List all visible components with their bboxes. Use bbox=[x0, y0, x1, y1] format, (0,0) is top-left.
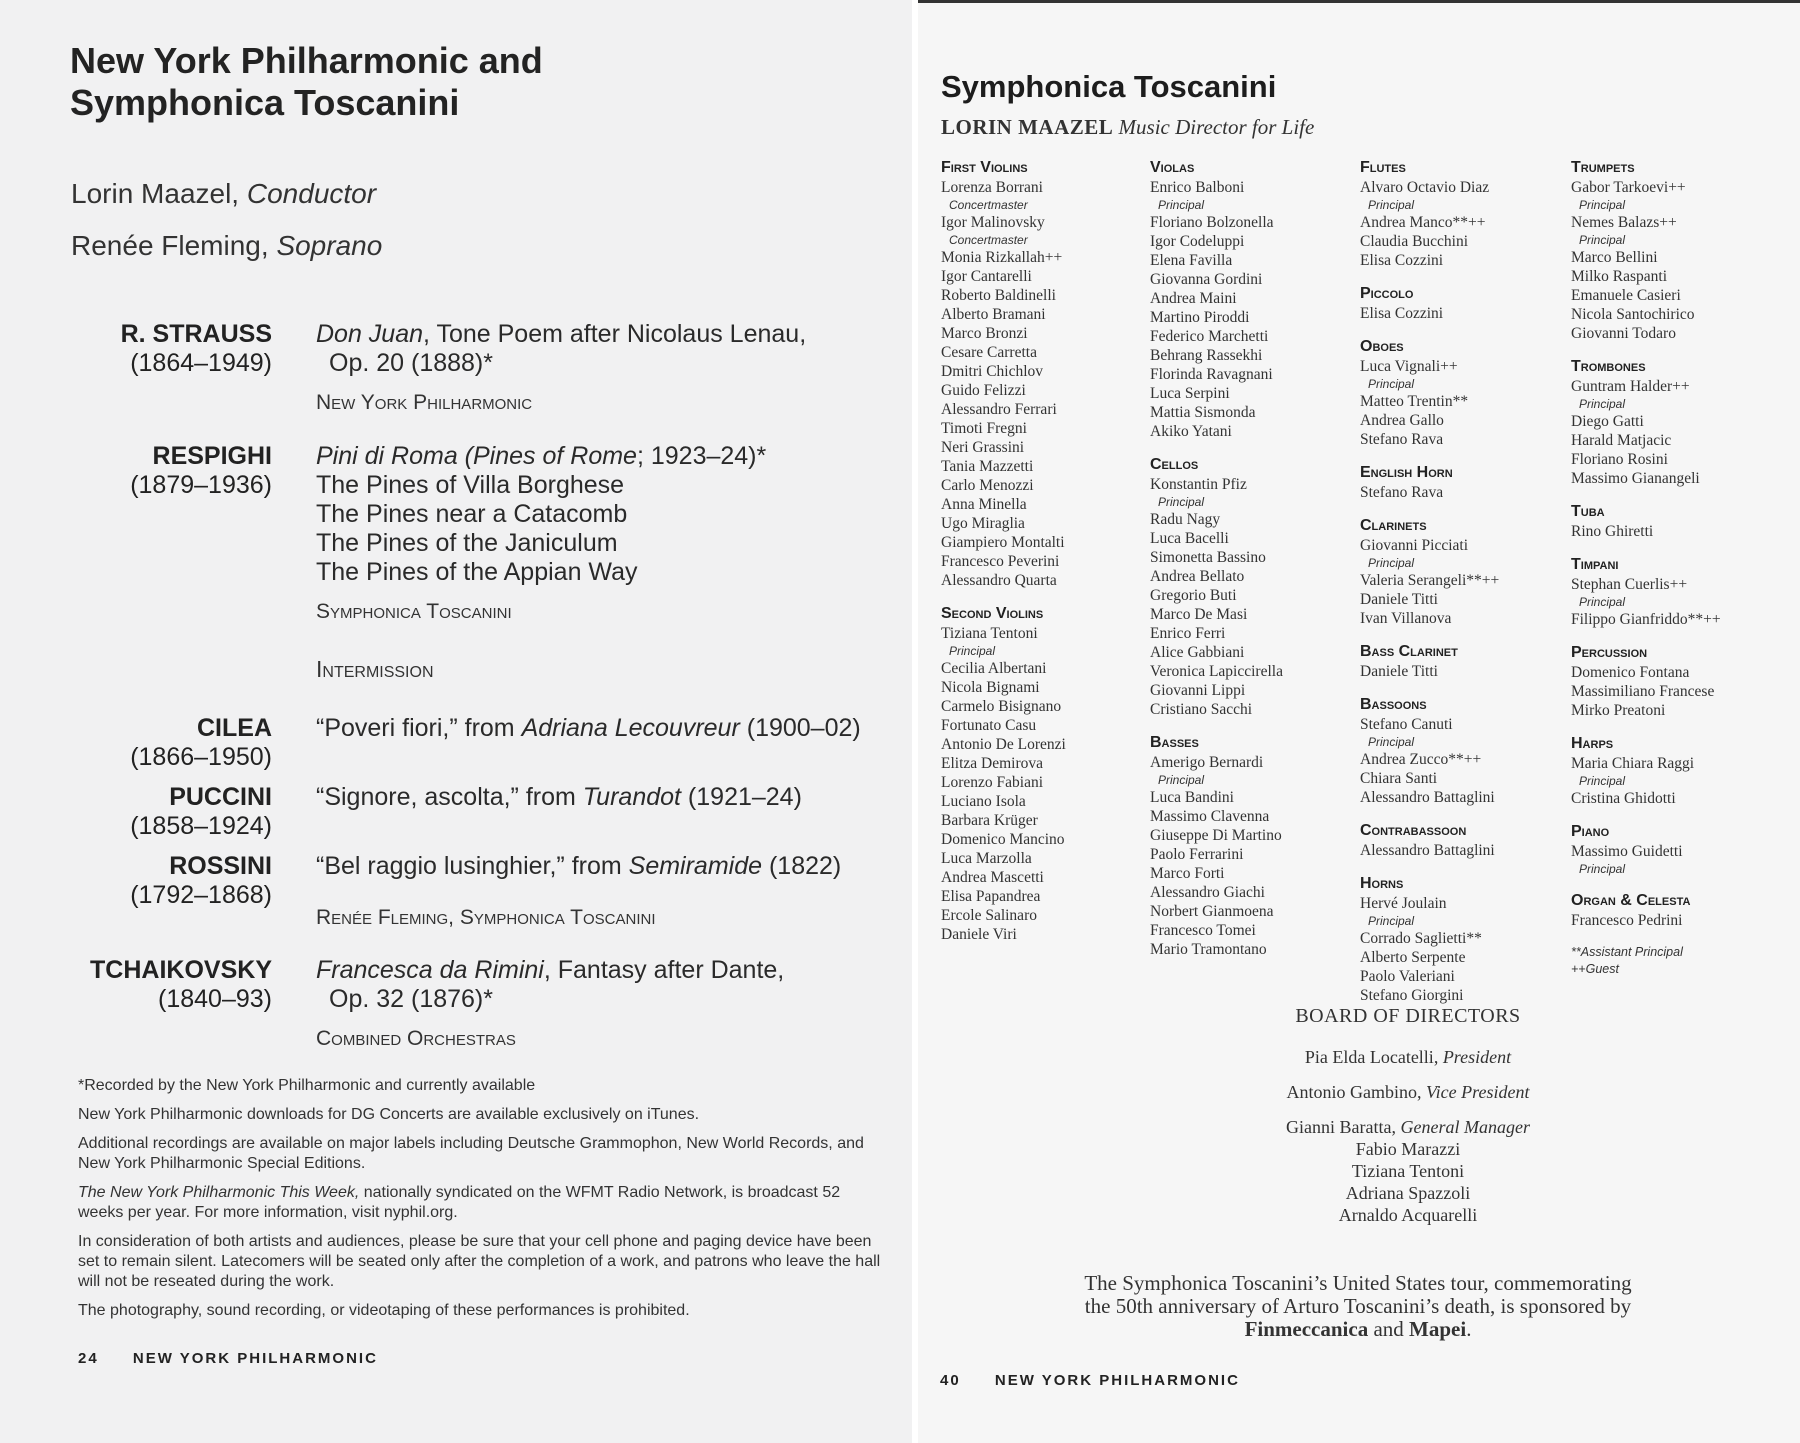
musician: Domenico Fontana bbox=[1571, 664, 1690, 681]
musician-title: Concertmaster bbox=[949, 233, 1028, 247]
musician: Massimo Gianangeli bbox=[1571, 470, 1700, 487]
musician: Monia Rizkallah++ bbox=[941, 249, 1063, 266]
musician: Neri Grassini bbox=[941, 439, 1025, 456]
musician: Akiko Yatani bbox=[1150, 423, 1232, 440]
musician: Mirko Preatoni bbox=[1571, 702, 1666, 719]
section-title: Flutes bbox=[1360, 159, 1406, 176]
musician: Alberto Serpente bbox=[1360, 949, 1466, 966]
musician: Hervé Joulain Principal bbox=[1360, 894, 1560, 929]
musician: Konstantin Pfiz Principal bbox=[1150, 475, 1350, 510]
footnote: ++Guest bbox=[1571, 962, 1619, 976]
section-title: Trombones bbox=[1571, 358, 1646, 375]
musician: Stefano Rava bbox=[1360, 484, 1444, 501]
ensemble: Renée Fleming, Symphonica Toscanini bbox=[316, 906, 656, 929]
musician-title: Principal bbox=[1368, 377, 1415, 391]
board-member: Arnaldo Acquarelli bbox=[1338, 1205, 1478, 1225]
musician: Maria Chiara Raggi Principal bbox=[1571, 754, 1771, 789]
musician: Carmelo Bisignano bbox=[941, 698, 1062, 715]
musician: Alessandro Battaglini bbox=[1360, 789, 1495, 806]
section-second-violins bbox=[941, 604, 1141, 944]
musician: Emanuele Casieri bbox=[1571, 287, 1681, 304]
musician: Francesco Tomei bbox=[1150, 922, 1256, 939]
section-trumpets bbox=[1571, 158, 1771, 343]
page-number: 40 bbox=[940, 1372, 961, 1389]
musician: Giovanna Gordini bbox=[1150, 271, 1263, 288]
musician: Marco De Masi bbox=[1150, 606, 1248, 623]
musician: Carlo Menozzi bbox=[941, 477, 1034, 494]
musician: Andrea Gallo bbox=[1360, 412, 1444, 429]
sponsor-name: Mapei bbox=[1409, 1317, 1467, 1341]
musician: Ugo Miraglia bbox=[941, 515, 1025, 532]
movement: The Pines of Villa Borghese bbox=[316, 471, 625, 499]
musician: Gabor Tarkoevi++ Principal bbox=[1571, 178, 1771, 213]
section-title: First Violins bbox=[941, 159, 1028, 176]
musician: Massimiliano Francese bbox=[1571, 683, 1715, 700]
musician-title: Principal bbox=[1579, 774, 1626, 788]
musician: Elisa Cozzini bbox=[1360, 305, 1444, 322]
work: Pini di Roma (Pines of Rome; 1923–24)* The Pines of Villa Borghese The Pines near a Catacomb The Pines of the Janiculum The Pines of the Appian Way Symphonica Toscanini bbox=[316, 442, 896, 626]
composer: TCHAIKOVSKY (1840–93) bbox=[90, 956, 272, 1013]
musician: Chiara Santi bbox=[1360, 770, 1438, 787]
musician: Luca Serpini bbox=[1150, 385, 1230, 402]
footer-label: NEW YORK PHILHARMONIC bbox=[994, 1372, 1240, 1389]
musician: Filippo Gianfriddo**++ bbox=[1571, 611, 1721, 628]
musician: Giovanni Todaro bbox=[1571, 325, 1676, 342]
musician: Elisa Cozzini bbox=[1360, 252, 1444, 269]
musician: Antonio De Lorenzi bbox=[941, 736, 1066, 753]
musician: Stefano Rava bbox=[1360, 431, 1444, 448]
musician: Alessandro Giachi bbox=[1150, 884, 1265, 901]
musician: Matteo Trentin** bbox=[1360, 393, 1469, 410]
musician: Andrea Mascetti bbox=[941, 869, 1044, 886]
footer-label: NEW YORK PHILHARMONIC bbox=[132, 1350, 378, 1367]
board-member: Tiziana Tentoni bbox=[1351, 1161, 1465, 1181]
musician: Guntram Halder++ Principal bbox=[1571, 377, 1771, 412]
musician: Amerigo Bernardi Principal bbox=[1150, 753, 1350, 788]
section-harps bbox=[1571, 734, 1771, 808]
section-title: Bassoons bbox=[1360, 696, 1427, 713]
section-title: Trumpets bbox=[1571, 159, 1635, 176]
board-vice-president: Antonio Gambino, Vice President bbox=[1286, 1082, 1530, 1102]
musician: Andrea Manco**++ bbox=[1360, 214, 1486, 231]
musician: Tiziana Tentoni Principal bbox=[941, 624, 1141, 659]
musician: Nemes Balazs++ Principal bbox=[1571, 213, 1771, 248]
section-title: Oboes bbox=[1360, 338, 1404, 355]
musician: Timoti Fregni bbox=[941, 420, 1027, 437]
work: Francesca da Rimini, Fantasy after Dante, Op. 32 (1876)* Combined Orchestras bbox=[316, 956, 896, 1053]
musician: Andrea Zucco**++ bbox=[1360, 751, 1482, 768]
musician: Alice Gabbiani bbox=[1150, 644, 1245, 661]
section-trombones bbox=[1571, 357, 1771, 488]
musician: Anna Minella bbox=[941, 496, 1027, 513]
ensemble: New York Philharmonic bbox=[316, 391, 533, 414]
board-of-directors bbox=[1118, 1005, 1698, 1226]
board-general-manager: Gianni Baratta, General Manager bbox=[1286, 1117, 1530, 1137]
musician: Massimo Guidetti Principal bbox=[1571, 842, 1771, 877]
musician: Daniele Titti bbox=[1360, 591, 1438, 608]
musician-title: Principal bbox=[1368, 735, 1415, 749]
section-title: Basses bbox=[1150, 734, 1199, 751]
musician: Ercole Salinaro bbox=[941, 907, 1037, 924]
section-piano bbox=[1571, 822, 1771, 877]
musician: Alvaro Octavio Diaz Principal bbox=[1360, 178, 1560, 213]
musician: Luca Marzolla bbox=[941, 850, 1032, 867]
musician-title: Principal bbox=[1158, 495, 1205, 509]
section-title: Clarinets bbox=[1360, 517, 1427, 534]
footnote: **Assistant Principal bbox=[1571, 945, 1683, 959]
roster-column-3 bbox=[1360, 158, 1560, 1019]
musician-title: Principal bbox=[1579, 233, 1626, 247]
composer: PUCCINI (1858–1924) bbox=[130, 783, 272, 840]
musician: Roberto Baldinelli bbox=[941, 287, 1056, 304]
musician: Enrico Ferri bbox=[1150, 625, 1226, 642]
musician: Behrang Rassekhi bbox=[1150, 347, 1263, 364]
musician: Harald Matjacic bbox=[1571, 432, 1672, 449]
musician: Mattia Sismonda bbox=[1150, 404, 1256, 421]
section-basses bbox=[1150, 733, 1350, 959]
section-title: Timpani bbox=[1571, 556, 1619, 573]
section-title: Second Violins bbox=[941, 605, 1044, 622]
work: “Signore, ascolta,” from Turandot (1921–24) bbox=[316, 783, 802, 811]
musician-title: Principal bbox=[949, 644, 996, 658]
section-title: Bass Clarinet bbox=[1360, 643, 1458, 660]
sponsor-name: Finmeccanica bbox=[1244, 1317, 1369, 1341]
musician: Alessandro Battaglini bbox=[1360, 842, 1495, 859]
composer: CILEA (1866–1950) bbox=[130, 714, 272, 771]
musician: Rino Ghiretti bbox=[1571, 523, 1654, 540]
intermission: Intermission bbox=[316, 656, 434, 682]
musician: Elisa Papandrea bbox=[941, 888, 1041, 905]
musician: Luca Bandini bbox=[1150, 789, 1234, 806]
musician: Francesco Peverini bbox=[941, 553, 1060, 570]
section-piccolo bbox=[1360, 284, 1560, 323]
musician: Marco Bellini bbox=[1571, 249, 1658, 266]
section-title: Contrabassoon bbox=[1360, 822, 1467, 839]
musician: Veronica Lapiccirella bbox=[1150, 663, 1283, 680]
section-percussion bbox=[1571, 643, 1771, 720]
section-timpani bbox=[1571, 555, 1771, 629]
musician: Alberto Bramani bbox=[941, 306, 1046, 323]
musician-title: Principal bbox=[1368, 198, 1415, 212]
section-contrabassoon bbox=[1360, 821, 1560, 860]
roster-column-1 bbox=[941, 158, 1141, 958]
section-tuba bbox=[1571, 502, 1771, 541]
musician-title: Principal bbox=[1579, 198, 1626, 212]
ensemble: Combined Orchestras bbox=[316, 1027, 516, 1050]
musician: Ivan Villanova bbox=[1360, 610, 1452, 627]
musician: Nicola Santochirico bbox=[1571, 306, 1695, 323]
musician: Alessandro Ferrari bbox=[941, 401, 1057, 418]
musician: Lorenzo Fabiani bbox=[941, 774, 1044, 791]
section-flutes bbox=[1360, 158, 1560, 270]
section-title: Tuba bbox=[1571, 503, 1605, 520]
musician: Cristiano Sacchi bbox=[1150, 701, 1253, 718]
musician: Corrado Saglietti** bbox=[1360, 930, 1482, 947]
musician: Andrea Maini bbox=[1150, 290, 1237, 307]
musician: Barbara Krüger bbox=[941, 812, 1038, 829]
musician-title: Concertmaster bbox=[949, 198, 1028, 212]
movement: The Pines of the Janiculum bbox=[316, 529, 618, 557]
board-member: Adriana Spazzoli bbox=[1345, 1183, 1471, 1203]
section-bassoons bbox=[1360, 695, 1560, 807]
musician: Paolo Ferrarini bbox=[1150, 846, 1244, 863]
program-title bbox=[70, 40, 543, 124]
section-title: Piano bbox=[1571, 823, 1610, 840]
musician: Luciano Isola bbox=[941, 793, 1026, 810]
musician: Daniele Titti bbox=[1360, 663, 1438, 680]
section-oboes bbox=[1360, 337, 1560, 449]
musician: Diego Gatti bbox=[1571, 413, 1644, 430]
section-title: Organ & Celesta bbox=[1571, 892, 1691, 909]
musician: Domenico Mancino bbox=[941, 831, 1065, 848]
musician: Marco Forti bbox=[1150, 865, 1225, 882]
composer: R. STRAUSS (1864–1949) bbox=[120, 320, 272, 377]
musician-title: Principal bbox=[1579, 397, 1626, 411]
program-title-line1: New York Philharmonic and bbox=[70, 40, 543, 81]
roster-column-4 bbox=[1571, 158, 1771, 978]
musician: Floriano Bolzonella bbox=[1150, 214, 1274, 231]
movement: The Pines of the Appian Way bbox=[316, 558, 638, 586]
musician: Igor Cantarelli bbox=[941, 268, 1032, 285]
musician: Giampiero Montalti bbox=[941, 534, 1065, 551]
section-title: Horns bbox=[1360, 875, 1404, 892]
section-bass-clarinet bbox=[1360, 642, 1560, 681]
musician: Dmitri Chichlov bbox=[941, 363, 1044, 380]
performer-conductor: Lorin Maazel, Conductor bbox=[71, 178, 377, 209]
musician: Radu Nagy bbox=[1150, 511, 1221, 528]
musician: Claudia Bucchini bbox=[1360, 233, 1469, 250]
musician: Luca Vignali++ Principal bbox=[1360, 357, 1560, 392]
musician: Cecilia Albertani bbox=[941, 660, 1047, 677]
musician: Martino Piroddi bbox=[1150, 309, 1250, 326]
musician: Daniele Viri bbox=[941, 926, 1017, 943]
musician: Marco Bronzi bbox=[941, 325, 1028, 342]
program-notes: *Recorded by the New York Philharmonic and currently available New York Philharmonic downloads for DG Concerts are available exclusively on iTunes. Additional recordings are available on major labels including Deutsche Grammophon, New World Records, and New York Philharmonic Special Editions. The New York Philharmonic This Week, nationally syndicated on the WFMT Radio Network, is broadcast 52 weeks per year. For more information, visit nyphil.org. In consideration of both artists and audiences, please be sure that your cell phone and paging device have been set to remain silent. Latecomers will be seated only after the completion of a work, and patrons who leave the hall will not be reseated during the work. The photography, sound recording, or videotaping of these performances is prohibited. bbox=[78, 1077, 881, 1319]
section-title: Cellos bbox=[1150, 456, 1199, 473]
page-footer bbox=[78, 1350, 378, 1367]
musician: Giovanni Lippi bbox=[1150, 682, 1246, 699]
ensemble: Symphonica Toscanini bbox=[316, 600, 512, 623]
program-title-line2: Symphonica Toscanini bbox=[70, 82, 460, 123]
section-organ-celesta bbox=[1571, 891, 1771, 930]
section-title: Violas bbox=[1150, 159, 1195, 176]
section-title: Percussion bbox=[1571, 644, 1648, 661]
work: “Bel raggio lusinghier,” from Semiramide (1822) Renée Fleming, Symphonica Toscanini bbox=[316, 852, 896, 932]
sponsor-note: The Symphonica Toscanini’s United States tour, commemorating the 50th anniversary of Arturo Toscanini’s death, is sponsored by Finmeccanica and Mapei. bbox=[1084, 1271, 1632, 1341]
musician-title: Principal bbox=[1579, 862, 1626, 876]
movement: The Pines near a Catacomb bbox=[316, 500, 628, 528]
musician: Stefano Giorgini bbox=[1360, 987, 1464, 1004]
musician: Gregorio Buti bbox=[1150, 587, 1237, 604]
musician: Valeria Serangeli**++ bbox=[1360, 572, 1500, 589]
musician: Guido Felizzi bbox=[941, 382, 1026, 399]
musician: Mario Tramontano bbox=[1150, 941, 1267, 958]
musician: Floriano Rosini bbox=[1571, 451, 1668, 468]
musician-title: Principal bbox=[1368, 556, 1415, 570]
section-violas bbox=[1150, 158, 1350, 441]
board-member: Fabio Marazzi bbox=[1355, 1139, 1461, 1159]
musician: Francesco Pedrini bbox=[1571, 912, 1683, 929]
musician: Lorenza Borrani Concertmaster bbox=[941, 178, 1141, 213]
work: “Poveri fiori,” from Adriana Lecouvreur (1900–02) bbox=[316, 714, 861, 742]
musician: Igor Codeluppi bbox=[1150, 233, 1245, 250]
musician: Enrico Balboni Principal bbox=[1150, 178, 1350, 213]
musician: Andrea Bellato bbox=[1150, 568, 1245, 585]
board-title: BOARD OF DIRECTORS bbox=[1295, 1005, 1521, 1027]
musician: Florinda Ravagnani bbox=[1150, 366, 1273, 383]
section-first-violins bbox=[941, 158, 1141, 590]
composer: ROSSINI (1792–1868) bbox=[130, 852, 272, 909]
section-english-horn bbox=[1360, 463, 1560, 502]
musician-title: Principal bbox=[1158, 198, 1205, 212]
musician: Igor Malinovsky Concertmaster bbox=[941, 213, 1141, 248]
musician: Giovanni Picciati Principal bbox=[1360, 536, 1560, 571]
musician: Nicola Bignami bbox=[941, 679, 1040, 696]
musician: Massimo Clavenna bbox=[1150, 808, 1270, 825]
musician: Cesare Carretta bbox=[941, 344, 1037, 361]
roster-footnotes bbox=[1571, 944, 1771, 978]
section-cellos bbox=[1150, 455, 1350, 719]
musician: Tania Mazzetti bbox=[941, 458, 1034, 475]
orchestra-title: Symphonica Toscanini bbox=[941, 69, 1277, 104]
performer-soprano: Renée Fleming, Soprano bbox=[71, 230, 383, 261]
musician: Alessandro Quarta bbox=[941, 572, 1057, 589]
musician-title: Principal bbox=[1579, 595, 1626, 609]
musician: Milko Raspanti bbox=[1571, 268, 1668, 285]
musician: Giuseppe Di Martino bbox=[1150, 827, 1282, 844]
musician: Luca Bacelli bbox=[1150, 530, 1229, 547]
musician: Federico Marchetti bbox=[1150, 328, 1269, 345]
section-title: Harps bbox=[1571, 735, 1614, 752]
musician: Paolo Valeriani bbox=[1360, 968, 1455, 985]
section-horns bbox=[1360, 874, 1560, 1005]
right-page bbox=[918, 0, 1800, 1443]
musician: Elitza Demirova bbox=[941, 755, 1043, 772]
section-title: English Horn bbox=[1360, 464, 1453, 481]
page-number: 24 bbox=[78, 1350, 99, 1367]
musician: Stephan Cuerlis++ Principal bbox=[1571, 575, 1771, 610]
music-director: LORIN MAAZEL Music Director for Life bbox=[941, 115, 1315, 139]
musician-title: Principal bbox=[1368, 914, 1415, 928]
musician: Cristina Ghidotti bbox=[1571, 790, 1676, 807]
section-title: Piccolo bbox=[1360, 285, 1414, 302]
section-clarinets bbox=[1360, 516, 1560, 628]
musician: Fortunato Casu bbox=[941, 717, 1037, 734]
musician: Elena Favilla bbox=[1150, 252, 1233, 269]
board-president: Pia Elda Locatelli, President bbox=[1304, 1047, 1512, 1067]
work: Don Juan, Tone Poem after Nicolaus Lenau, Op. 20 (1888)* New York Philharmonic bbox=[316, 320, 896, 417]
page-footer bbox=[940, 1372, 1240, 1389]
musician: Norbert Gianmoena bbox=[1150, 903, 1274, 920]
roster-column-2 bbox=[1150, 158, 1350, 973]
composer: RESPIGHI (1879–1936) bbox=[130, 442, 272, 499]
musician: Stefano Canuti Principal bbox=[1360, 715, 1560, 750]
musician-title: Principal bbox=[1158, 773, 1205, 787]
musician: Simonetta Bassino bbox=[1150, 549, 1266, 566]
